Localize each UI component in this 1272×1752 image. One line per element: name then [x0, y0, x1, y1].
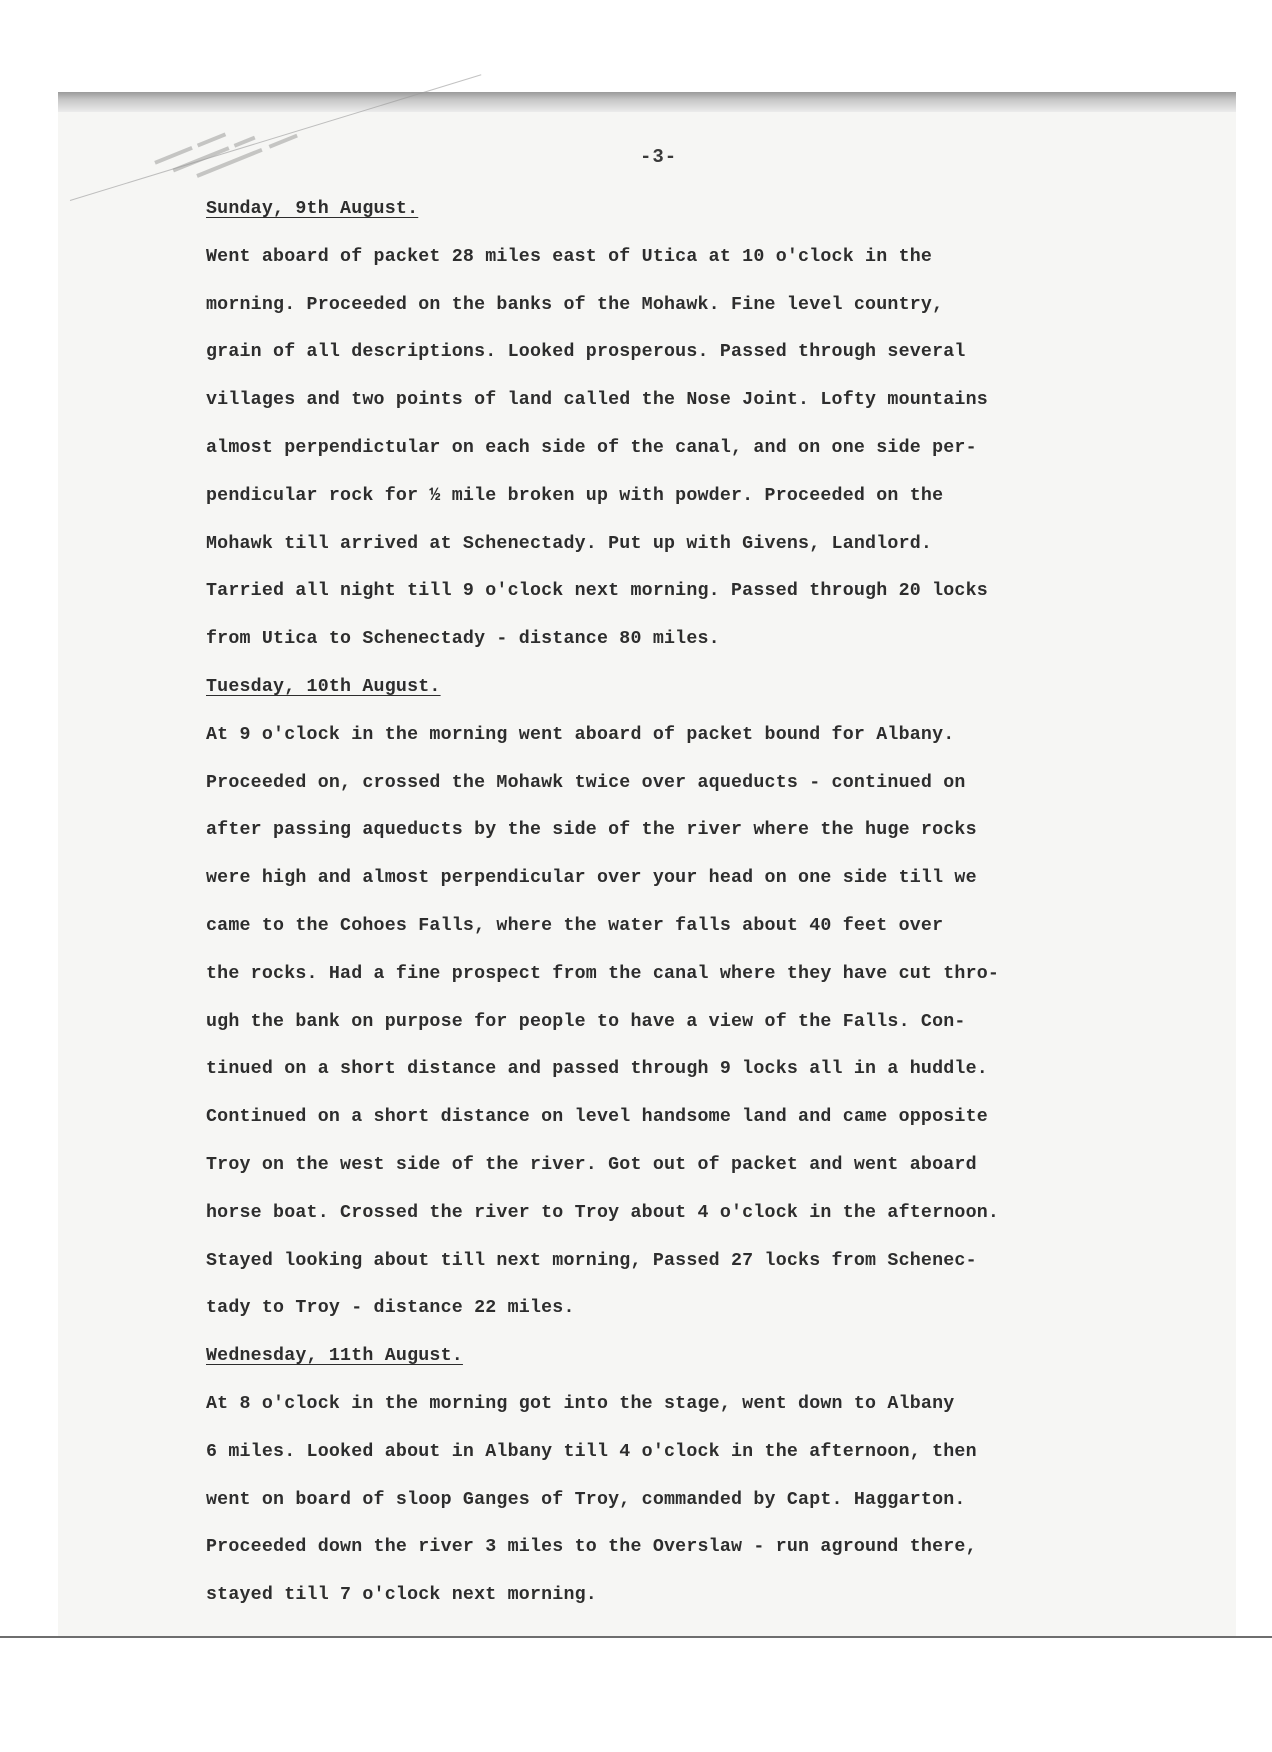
text-line — [206, 568, 1226, 616]
text-line-content: almost perpendictular on each side of the canal, and on one side per- — [206, 437, 977, 458]
text-line-content: Continued on a short distance on level handsome land and came opposite — [206, 1107, 988, 1128]
text-line-content: Troy on the west side of the river. Got out of packet and went aboard — [206, 1154, 977, 1175]
text-line — [206, 1142, 1226, 1190]
text-line — [206, 760, 1226, 808]
text-line — [206, 903, 1226, 951]
text-line-content: stayed till 7 o'clock next morning. — [206, 1585, 597, 1606]
text-line-content: horse boat. Crossed the river to Troy about 4 o'clock in the afternoon. — [206, 1202, 1000, 1223]
text-line-content: morning. Proceeded on the banks of the Mohawk. Fine level country, — [206, 294, 944, 315]
text-line — [206, 234, 1226, 282]
text-line — [206, 1046, 1226, 1094]
text-line — [206, 712, 1226, 760]
text-line-content: Tarried all night till 9 o'clock next morning. Passed through 20 locks — [206, 581, 988, 602]
text-line-content: Stayed looking about till next morning, Passed 27 locks from Schenec- — [206, 1250, 977, 1271]
text-line-content: Went aboard of packet 28 miles east of Utica at 10 o'clock in the — [206, 246, 933, 267]
text-line-content: 6 miles. Looked about in Albany till 4 o'clock in the afternoon, then — [206, 1441, 977, 1462]
text-line — [206, 1381, 1226, 1429]
text-line — [206, 1238, 1226, 1286]
text-line-content: tady to Troy - distance 22 miles. — [206, 1298, 575, 1319]
text-line — [206, 1285, 1226, 1333]
text-line-content: At 9 o'clock in the morning went aboard of packet bound for Albany. — [206, 724, 955, 745]
text-line — [206, 616, 1226, 664]
text-line — [206, 425, 1226, 473]
text-line — [206, 1477, 1226, 1525]
text-line — [206, 999, 1226, 1047]
text-line — [206, 473, 1226, 521]
text-line-content: pendicular rock for ½ mile broken up with powder. Proceeded on the — [206, 485, 944, 506]
page-number: -3- — [640, 146, 678, 168]
date-heading-text: Wednesday, 11th August. — [206, 1346, 463, 1367]
text-line — [206, 1190, 1226, 1238]
date-heading — [206, 186, 1226, 234]
date-heading — [206, 1333, 1226, 1381]
text-line-content: tinued on a short distance and passed through 9 locks all in a huddle. — [206, 1059, 988, 1080]
text-line-content: Proceeded on, crossed the Mohawk twice over aqueducts - continued on — [206, 772, 966, 793]
text-line — [206, 951, 1226, 999]
text-line-content: ugh the bank on purpose for people to have a view of the Falls. Con- — [206, 1011, 966, 1032]
date-heading — [206, 664, 1226, 712]
date-heading-text: Sunday, 9th August. — [206, 199, 419, 219]
text-line — [206, 377, 1226, 425]
text-line-content: Proceeded down the river 3 miles to the Overslaw - run aground there, — [206, 1537, 977, 1558]
text-line — [206, 521, 1226, 569]
text-line-content: villages and two points of land called the Nose Joint. Lofty mountains — [206, 390, 988, 411]
text-line-content: were high and almost perpendicular over your head on one side till we — [206, 868, 977, 889]
page-top-edge-shadow — [58, 92, 1236, 112]
text-line-content: At 8 o'clock in the morning got into the stage, went down to Albany — [206, 1393, 955, 1414]
text-line-content: went on board of sloop Ganges of Troy, commanded by Capt. Haggarton. — [206, 1489, 966, 1510]
text-line — [206, 807, 1226, 855]
text-line-content: the rocks. Had a fine prospect from the canal where they have cut thro- — [206, 963, 1000, 984]
scan-bottom-border — [0, 1636, 1272, 1638]
date-heading-text: Tuesday, 10th August. — [206, 676, 441, 697]
text-line-content: after passing aqueducts by the side of the river where the huge rocks — [206, 820, 977, 841]
text-line — [206, 1572, 1226, 1620]
text-line-content: grain of all descriptions. Looked prosperous. Passed through several — [206, 342, 966, 363]
text-line-content: from Utica to Schenectady - distance 80 miles. — [206, 629, 720, 650]
text-line-content: Mohawk till arrived at Schenectady. Put up with Givens, Landlord. — [206, 533, 933, 554]
text-line — [206, 282, 1226, 330]
text-line — [206, 855, 1226, 903]
text-line — [206, 1094, 1226, 1142]
diary-text-block — [206, 186, 1226, 1620]
text-line — [206, 1429, 1226, 1477]
text-line — [206, 329, 1226, 377]
text-line — [206, 1524, 1226, 1572]
text-line-content: came to the Cohoes Falls, where the water falls about 40 feet over — [206, 915, 944, 936]
